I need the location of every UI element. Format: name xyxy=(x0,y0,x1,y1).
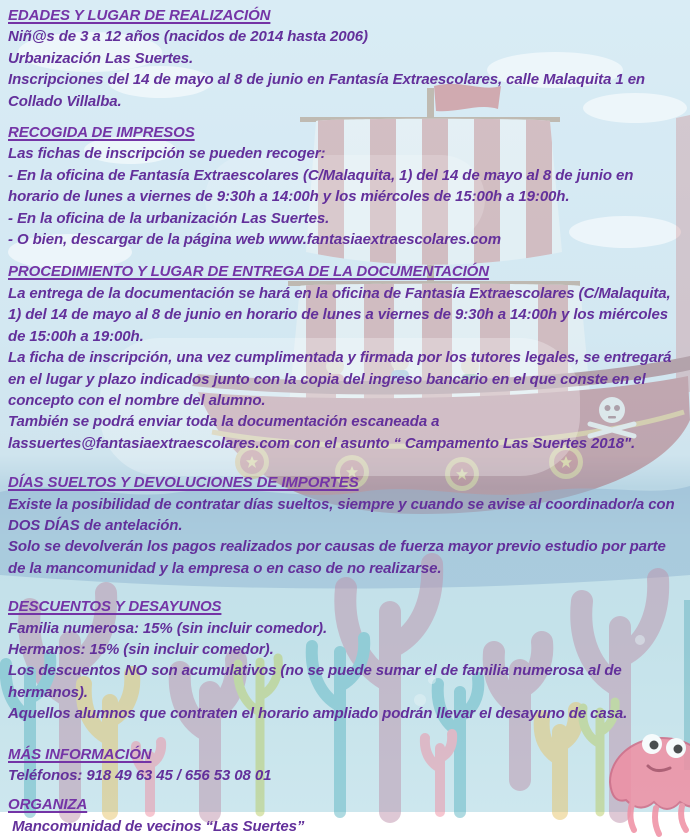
phone-numbers: Teléfonos: 918 49 63 45 / 656 53 08 01 xyxy=(8,767,272,784)
section-heading: RECOGIDA DE IMPRESOS xyxy=(8,124,195,142)
paragraph: - En la oficina de la urbanización Las Suertes. xyxy=(8,209,330,227)
paragraph: - En la oficina de Fantasía Extraescolares (C/Malaquita, 1) del 14 de mayo al 8 de junio en horario de lunes a viernes de 9:30h a 14:00h y los miércoles de 15:00h a 19:00h. xyxy=(8,166,638,206)
section-recogida xyxy=(8,122,682,250)
paragraph: Hermanos: 15% (sin incluir comedor). xyxy=(8,640,274,658)
section-heading: MÁS INFORMACIÓN xyxy=(8,745,152,763)
paragraph: La ficha de inscripción, una vez cumplimentada y firmada por los tutores legales, se entregará en el lugar y plazo indicados junto con la copia del ingreso bancario en el que conste en el concepto con el nombre del alumno. xyxy=(8,349,676,409)
section-heading: ORGANIZA xyxy=(8,796,88,814)
section-heading: DESCUENTOS Y DESAYUNOS xyxy=(8,598,222,616)
section-organiza xyxy=(8,794,682,837)
paragraph: Urbanización Las Suertes. xyxy=(8,49,194,67)
paragraph: Los descuentos NO son acumulativos (no se puede sumar el de familia numerosa al de hermanos). xyxy=(8,662,626,701)
organizer-name: Mancomunidad de vecinos “Las Suertes” xyxy=(8,817,305,835)
paragraph: Solo se devolverán los pagos realizados por causas de fuerza mayor previo estudio por parte de la mancomunidad y la empresa o en caso de no realizarse. xyxy=(8,538,670,577)
paragraph: Niñ@s de 3 a 12 años (nacidos de 2014 hasta 2006) xyxy=(8,28,368,46)
section-descuentos xyxy=(8,596,682,724)
paragraph: lassuertes@fantasiaextraescolares.com con el asunto “ Campamento Las Suertes 2018". xyxy=(8,434,636,452)
paragraph: Familia numerosa: 15% (sin incluir comedor). xyxy=(8,619,328,637)
section-dias-sueltos xyxy=(8,472,682,579)
paragraph: También se podrá enviar toda la documentación escaneada a xyxy=(8,413,440,431)
section-heading: DÍAS SUELTOS Y DEVOLUCIONES DE IMPORTES xyxy=(8,474,359,492)
section-edades xyxy=(8,5,682,112)
section-heading: PROCEDIMIENTO Y LUGAR DE ENTREGA DE LA DOCUMENTACIÓN xyxy=(8,263,489,281)
section-heading: EDADES Y LUGAR DE REALIZACIÓN xyxy=(8,7,271,24)
paragraph: Aquellos alumnos que contraten el horario ampliado podrán llevar el desayuno de casa. xyxy=(8,705,628,723)
paragraph: - O bien, descargar de la página web www.fantasiaextraescolares.com xyxy=(8,231,501,249)
section-procedimiento xyxy=(8,261,682,454)
section-mas-informacion xyxy=(8,744,682,787)
paragraph: Existe la posibilidad de contratar días sueltos, siempre y cuando se avise al coordinador/a con DOS DÍAS de antelación. xyxy=(8,495,679,534)
paragraph: Las fichas de inscripción se pueden recoger: xyxy=(8,145,326,163)
paragraph: Inscripciones del 14 de mayo al 8 de junio en Fantasía Extraescolares, calle Malaquita 1 en Collado Villalba. xyxy=(8,71,650,110)
paragraph: La entrega de la documentación se hará en la oficina de Fantasía Extraescolares (C/Malaquita, 1) del 14 de mayo al 8 de junio en horario de lunes a viernes de 9:30h a 14:00h y los miércoles de 15:00h a 19:00h. xyxy=(8,284,675,345)
